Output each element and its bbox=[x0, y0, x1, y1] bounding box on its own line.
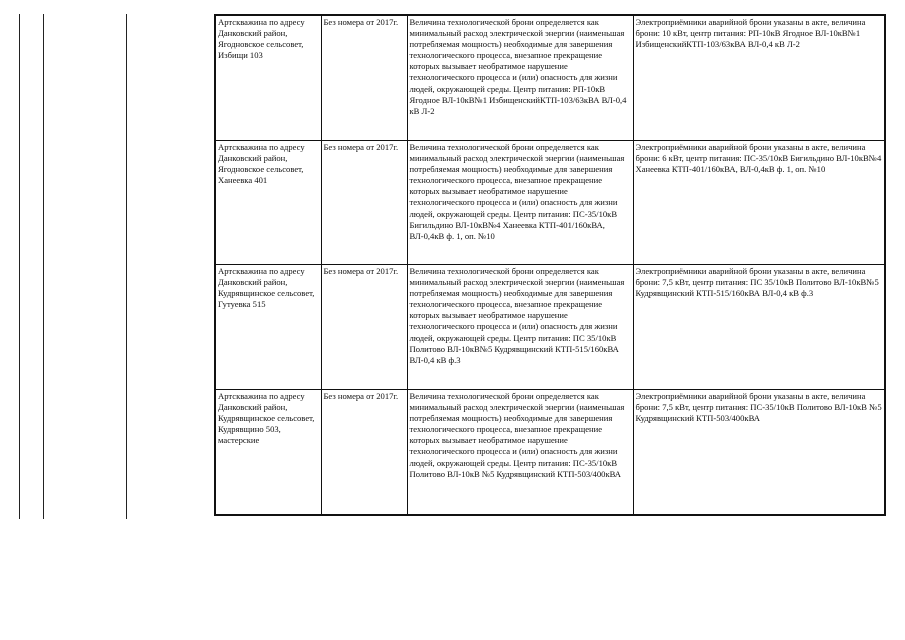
reserve-table bbox=[214, 14, 886, 516]
object-cell: Артскважина по адресу Данковский район, Ягодновское сельсовет, Ханеевка 401 bbox=[215, 141, 321, 265]
document-cell: Без номера от 2017г. bbox=[321, 15, 407, 141]
object-cell: Артскважина по адресу Данковский район, Ягодновское сельсовет, Избищи 103 bbox=[215, 15, 321, 141]
reserve-cell: Электроприёмники аварийной брони указаны в акте, величина брони: 7,5 кВт, центр питания: ПС 35/10кВ Политово ВЛ-10кВ№5 Кудрявщинский КТП-515/160кВА ВЛ-0,4 кВ ф.3 bbox=[633, 265, 885, 390]
object-cell: Артскважина по адресу Данковский район, Кудрявщинское сельсовет, Гутуевка 515 bbox=[215, 265, 321, 390]
justification-cell: Величина технологической брони определяется как минимальный расход электрической энергии (наименьшая потребляемая мощность) необходимые для завершения технологического процесса, внезапное прекращение которых вызывает необратимое нарушение технологического процесса и (или) опасность для жизни людей, окружающей среды. Центр питания: ПС-35/10кВ Бигильдино ВЛ-10кВ№4 Ханеевка КТП-401/160кВА, ВЛ-0,4кВ ф. 1, оп. №10 bbox=[407, 141, 633, 265]
justification-cell: Величина технологической брони определяется как минимальный расход электрической энергии (наименьшая потребляемая мощность) необходимые для завершения технологического процесса, внезапное прекращение которых вызывает необратимое нарушение технологического процесса и (или) опасность для жизни людей, окружающей среды. Центр питания: ПС 35/10кВ Политово ВЛ-10кВ№5 Кудрявщинский КТП-515/160кВА ВЛ-0,4 кВ ф.3 bbox=[407, 265, 633, 390]
table-row bbox=[215, 141, 885, 265]
left-column-border-3 bbox=[126, 14, 127, 519]
left-column-border-1 bbox=[19, 14, 20, 519]
document-cell: Без номера от 2017г. bbox=[321, 390, 407, 516]
reserve-cell: Электроприёмники аварийной брони указаны в акте, величина брони: 10 кВт, центр питания: РП-10кВ Ягодное ВЛ-10кВ№1 ИзбищенскийКТП-103/63кВА ВЛ-0,4 кВ Л-2 bbox=[633, 15, 885, 141]
object-cell: Артскважина по адресу Данковский район, Кудрявщинское сельсовет, Кудрявщино 503, мастерские bbox=[215, 390, 321, 516]
table-row bbox=[215, 15, 885, 141]
document-cell: Без номера от 2017г. bbox=[321, 141, 407, 265]
reserve-cell: Электроприёмники аварийной брони указаны в акте, величина брони: 6 кВт, центр питания: ПС-35/10кВ Бигильдино ВЛ-10кВ№4 Ханеевка КТП-401/160кВА, ВЛ-0,4кВ ф. 1, оп. №10 bbox=[633, 141, 885, 265]
justification-cell: Величина технологической брони определяется как минимальный расход электрической энергии (наименьшая потребляемая мощность) необходимые для завершения технологического процесса, внезапное прекращение которых вызывает необратимое нарушение технологического процесса и (или) опасность для жизни людей, окружающей среды. Центр питания: ПС-35/10кВ Политово ВЛ-10кВ №5 Кудрявщинский КТП-503/400кВА bbox=[407, 390, 633, 516]
justification-cell: Величина технологической брони определяется как минимальный расход электрической энергии (наименьшая потребляемая мощность) необходимые для завершения технологического процесса, внезапное прекращение которых вызывает необратимое нарушение технологического процесса и (или) опасность для жизни людей, окружающей среды. Центр питания: РП-10кВ Ягодное ВЛ-10кВ№1 ИзбищенскийКТП-103/63кВА ВЛ-0,4 кВ Л-2 bbox=[407, 15, 633, 141]
table-row bbox=[215, 390, 885, 516]
left-column-border-2 bbox=[43, 14, 44, 519]
document-cell: Без номера от 2017г. bbox=[321, 265, 407, 390]
reserve-cell: Электроприёмники аварийной брони указаны в акте, величина брони: 7,5 кВт, центр питания: ПС-35/10кВ Политово ВЛ-10кВ №5 Кудрявщинский КТП-503/400кВА bbox=[633, 390, 885, 516]
table-row bbox=[215, 265, 885, 390]
